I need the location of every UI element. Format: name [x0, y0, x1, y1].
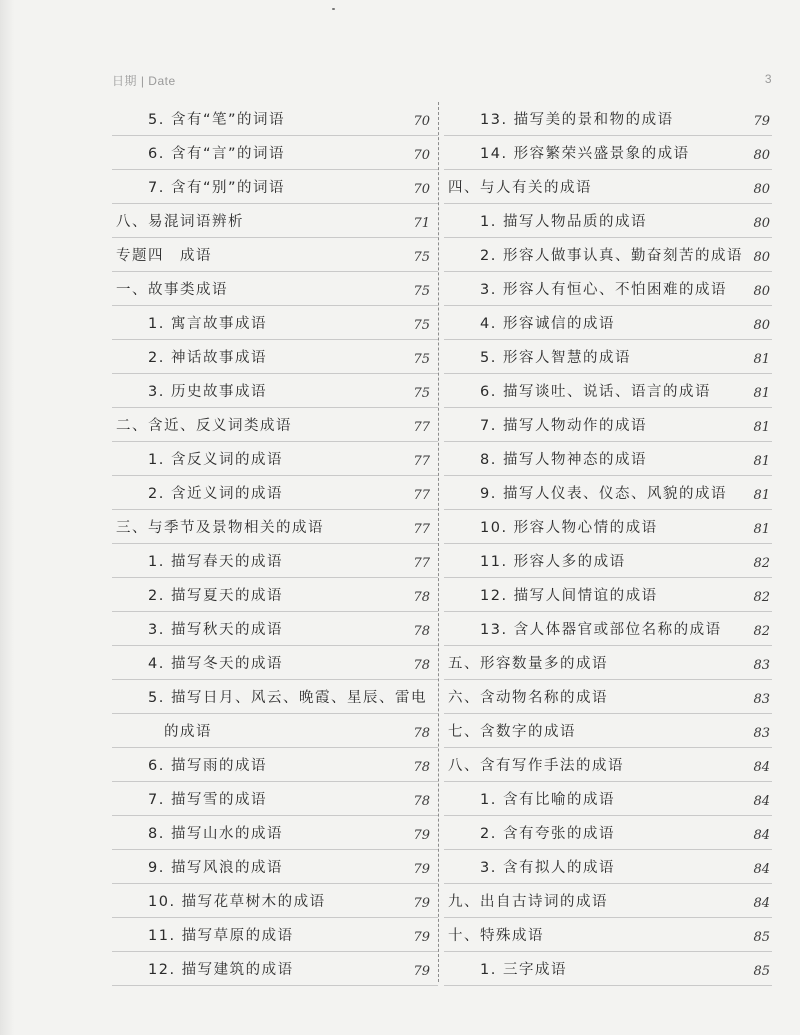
toc-entry-title: 6. 描写谈吐、说话、语言的成语	[480, 384, 711, 400]
toc-entry-title: 8. 描写人物神态的成语	[480, 452, 647, 468]
toc-entry-page: 77	[413, 556, 430, 571]
toc-entry	[112, 578, 438, 612]
toc-entry-title: 13. 含人体器官或部位名称的成语	[480, 622, 722, 638]
toc-entry-title: 十、特殊成语	[448, 928, 544, 944]
toc-entry-page: 83	[753, 726, 770, 741]
toc-entry-title: 4. 描写冬天的成语	[148, 656, 283, 672]
toc-entry-page: 84	[753, 896, 770, 911]
toc-entry-title: 3. 描写秋天的成语	[148, 622, 283, 638]
toc-entry-title: 一、故事类成语	[116, 282, 228, 298]
toc-entry	[112, 340, 438, 374]
toc-entry	[112, 612, 438, 646]
toc-entry	[112, 884, 438, 918]
toc-entry-page: 75	[413, 352, 430, 367]
toc-entry-page: 83	[753, 692, 770, 707]
toc-entry-page: 79	[413, 930, 430, 945]
toc-entry-title: 7. 描写雪的成语	[148, 792, 267, 808]
toc-entry-page: 80	[753, 148, 770, 163]
toc-entry	[112, 408, 438, 442]
toc-entry-title: 1. 含有比喻的成语	[480, 792, 615, 808]
toc-entry-title: 五、形容数量多的成语	[448, 656, 608, 672]
toc-entry-title: 7. 描写人物动作的成语	[480, 418, 647, 434]
toc-entry-title: 12. 描写建筑的成语	[148, 962, 294, 978]
toc-entry	[444, 714, 772, 748]
toc-entry	[444, 884, 772, 918]
toc-entry-title: 14. 形容繁荣兴盛景象的成语	[480, 146, 690, 162]
toc-entry-page: 79	[413, 964, 430, 979]
toc-entry	[112, 170, 438, 204]
toc-entry	[112, 136, 438, 170]
toc-entry	[112, 238, 438, 272]
toc-entry-page: 75	[413, 284, 430, 299]
toc-entry	[444, 816, 772, 850]
toc-entry-title: 13. 描写美的景和物的成语	[480, 112, 674, 128]
toc-entry-title: 4. 形容诚信的成语	[480, 316, 615, 332]
toc-entry-page: 78	[413, 624, 430, 639]
toc-entry-title: 10. 描写花草树木的成语	[148, 894, 326, 910]
toc-entry-page: 77	[413, 454, 430, 469]
toc-entry-title: 2. 描写夏天的成语	[148, 588, 283, 604]
toc-entry-page: 78	[413, 726, 430, 741]
toc-entry	[112, 782, 438, 816]
toc-entry-title: 8. 描写山水的成语	[148, 826, 283, 842]
toc-entry	[444, 238, 772, 272]
toc-entry-title: 12. 描写人间情谊的成语	[480, 588, 658, 604]
toc-entry-title: 1. 描写春天的成语	[148, 554, 283, 570]
toc-entry-title: 1. 含反义词的成语	[148, 452, 283, 468]
toc-entry	[112, 374, 438, 408]
toc-entry-title: 11. 描写草原的成语	[148, 928, 294, 944]
toc-entry-title: 的成语	[164, 724, 212, 740]
toc-entry	[444, 510, 772, 544]
toc-entry-page: 82	[753, 624, 770, 639]
page-header	[112, 72, 772, 88]
toc-entry	[112, 204, 438, 238]
toc-entry-title: 四、与人有关的成语	[448, 180, 592, 196]
toc-entry	[444, 272, 772, 306]
toc-entry-title: 6. 描写雨的成语	[148, 758, 267, 774]
toc-entry-title: 九、出自古诗词的成语	[448, 894, 608, 910]
toc-entry-page: 80	[753, 216, 770, 231]
toc-entry-title: 八、含有写作手法的成语	[448, 758, 624, 774]
toc-entry-page: 81	[753, 522, 770, 537]
toc-entry	[112, 442, 438, 476]
toc-entry-page: 79	[413, 896, 430, 911]
toc-entry	[444, 612, 772, 646]
toc-entry	[444, 408, 772, 442]
toc-entry-page: 84	[753, 828, 770, 843]
toc-entry-title: 5. 描写日月、风云、晚霞、星辰、雷电	[148, 690, 427, 706]
toc-entry	[444, 918, 772, 952]
scan-speck	[332, 8, 335, 10]
toc-entry	[112, 850, 438, 884]
toc-entry	[444, 136, 772, 170]
toc-entry-page: 70	[413, 148, 430, 163]
toc-entry-title: 9. 描写人仪表、仪态、风貌的成语	[480, 486, 727, 502]
toc-entry-title: 5. 含有“笔”的词语	[148, 112, 285, 128]
page-edge-shadow	[0, 0, 14, 1035]
toc-entry-page: 81	[753, 488, 770, 503]
toc-entry-title: 七、含数字的成语	[448, 724, 576, 740]
toc-entry-page: 75	[413, 318, 430, 333]
toc-entry	[444, 102, 772, 136]
toc-entry-page: 79	[413, 862, 430, 877]
toc-entry-title: 5. 形容人智慧的成语	[480, 350, 631, 366]
toc-entry	[112, 102, 438, 136]
toc-entry-title: 专题四 成语	[116, 248, 212, 264]
toc-entry-page: 70	[413, 182, 430, 197]
toc-entry	[444, 476, 772, 510]
toc-entry-page: 81	[753, 352, 770, 367]
toc-entry-title: 2. 神话故事成语	[148, 350, 267, 366]
toc-entry-page: 85	[753, 964, 770, 979]
toc-entry	[112, 748, 438, 782]
toc-entry-title: 3. 形容人有恒心、不怕困难的成语	[480, 282, 727, 298]
toc-entry	[112, 918, 438, 952]
toc-entry-title: 1. 描写人物品质的成语	[480, 214, 647, 230]
toc-entry	[444, 170, 772, 204]
toc-entry-page: 81	[753, 420, 770, 435]
toc-entry-page: 78	[413, 658, 430, 673]
toc-entry	[112, 510, 438, 544]
toc-entry	[444, 782, 772, 816]
toc-entry-title: 1. 三字成语	[480, 962, 567, 978]
toc-entry-title: 3. 含有拟人的成语	[480, 860, 615, 876]
toc-entry-page: 85	[753, 930, 770, 945]
toc-entry-page: 79	[753, 114, 770, 129]
toc-entry-page: 80	[753, 284, 770, 299]
toc-entry-page: 75	[413, 250, 430, 265]
toc-right-column	[444, 102, 772, 986]
toc-entry-page: 82	[753, 556, 770, 571]
toc-entry-page: 80	[753, 318, 770, 333]
toc-entry-page: 81	[753, 454, 770, 469]
toc-entry	[112, 476, 438, 510]
toc-left-column	[112, 102, 438, 986]
toc-entry-page: 78	[413, 794, 430, 809]
toc-entry-title: 三、与季节及景物相关的成语	[116, 520, 324, 536]
toc-entry-page: 78	[413, 590, 430, 605]
toc-entry-page: 77	[413, 522, 430, 537]
toc-entry-title: 2. 含有夸张的成语	[480, 826, 615, 842]
toc-entry-page: 82	[753, 590, 770, 605]
toc-entry-title: 六、含动物名称的成语	[448, 690, 608, 706]
toc-entry	[112, 272, 438, 306]
toc-entry-page: 79	[413, 828, 430, 843]
toc-entry	[444, 442, 772, 476]
toc-entry	[112, 714, 438, 748]
toc-entry-title: 10. 形容人物心情的成语	[480, 520, 658, 536]
toc-entry-page: 84	[753, 862, 770, 877]
toc-entry	[112, 816, 438, 850]
toc-entry	[444, 850, 772, 884]
toc-entry	[444, 306, 772, 340]
column-divider	[438, 102, 439, 982]
toc-entry-title: 2. 含近义词的成语	[148, 486, 283, 502]
toc-entry	[444, 748, 772, 782]
toc-columns	[112, 102, 772, 982]
toc-entry-title: 9. 描写风浪的成语	[148, 860, 283, 876]
toc-entry-title: 2. 形容人做事认真、勤奋刻苦的成语	[480, 248, 743, 264]
toc-entry-title: 二、含近、反义词类成语	[116, 418, 292, 434]
toc-entry	[444, 646, 772, 680]
toc-entry	[444, 340, 772, 374]
page-number: 3	[764, 72, 772, 86]
toc-entry	[444, 544, 772, 578]
toc-entry-title: 6. 含有“言”的词语	[148, 146, 285, 162]
toc-entry	[112, 952, 438, 986]
toc-entry	[444, 578, 772, 612]
toc-entry-title: 11. 形容人多的成语	[480, 554, 626, 570]
toc-entry-title: 3. 历史故事成语	[148, 384, 267, 400]
toc-entry-page: 75	[413, 386, 430, 401]
toc-entry-page: 81	[753, 386, 770, 401]
toc-entry-page: 70	[413, 114, 430, 129]
date-label: 日期 | Date	[112, 74, 176, 88]
toc-entry-page: 77	[413, 488, 430, 503]
toc-entry-page: 80	[753, 250, 770, 265]
toc-entry	[112, 646, 438, 680]
toc-entry	[444, 952, 772, 986]
toc-entry-page: 78	[413, 760, 430, 775]
toc-entry	[112, 306, 438, 340]
toc-entry-page: 80	[753, 182, 770, 197]
toc-entry-page: 71	[413, 216, 430, 231]
toc-entry-page: 83	[753, 658, 770, 673]
toc-entry	[444, 204, 772, 238]
toc-entry-title: 7. 含有“别”的词语	[148, 180, 285, 196]
toc-entry-page: 84	[753, 794, 770, 809]
toc-entry-page: 77	[413, 420, 430, 435]
toc-entry	[112, 544, 438, 578]
toc-entry-title: 1. 寓言故事成语	[148, 316, 267, 332]
toc-entry	[444, 680, 772, 714]
toc-entry-page: 84	[753, 760, 770, 775]
toc-entry-title: 八、易混词语辨析	[116, 214, 244, 230]
toc-entry	[444, 374, 772, 408]
toc-entry	[112, 680, 438, 714]
